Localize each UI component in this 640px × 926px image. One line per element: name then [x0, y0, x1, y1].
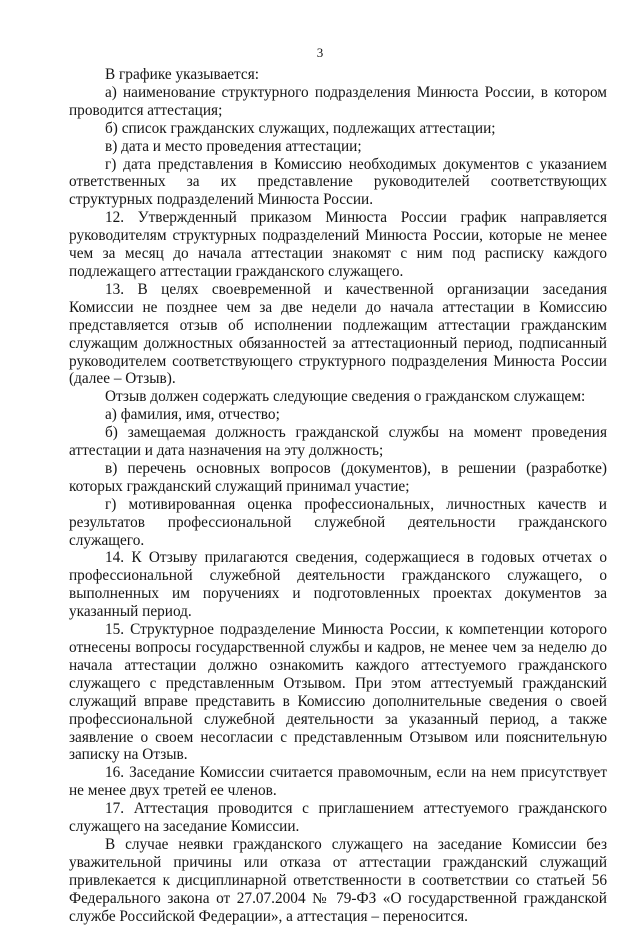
paragraph: в) перечень основных вопросов (документов), в решении (разработке) которых гражданский служащий принимал участие; [69, 459, 607, 495]
paragraph: Отзыв должен содержать следующие сведения о гражданском служащем: [105, 388, 586, 406]
paragraph: 15. Структурное подразделение Минюста России, к компетенции которого отнесены вопросы государственной службы и кадров, не менее чем за неделю до начала аттестации должно ознакомить каждого аттестуемого гражданского служащего с представленным Отзывом. При этом аттестуемый гражданский служащий вправе представить в Комиссию дополнительные сведения о своей профессиональной служебной деятельности за указанный период, а также заявление о своем несогласии с представленным Отзывом или пояснительную записку на Отзыв. [69, 621, 607, 764]
document-body [69, 66, 607, 926]
paragraph: В случае неявки гражданского служащего на заседание Комиссии без уважительной причины или отказа от аттестации гражданский служащий привлекается к дисциплинарной ответственности в соответствии со статьей 56 Федерального закона от 27.07.2004 № 79-ФЗ «О государственной гражданской службе Российской Федерации», а аттестация – переносится. [69, 835, 607, 925]
paragraph: 16. Заседание Комиссии считается правомочным, если на нем присутствует не менее двух третей ее членов. [69, 764, 607, 800]
paragraph: г) мотивированная оценка профессиональных, личностных качеств и результатов профессиональной служебной деятельности гражданского служащего. [69, 495, 607, 549]
paragraph: б) список гражданских служащих, подлежащих аттестации; [105, 119, 496, 137]
paragraph: 12. Утвержденный приказом Минюста России график направляется руководителям структурных подразделений Минюста России, которые не менее чем за месяц до начала аттестации знакомят с ним под расписку каждого подлежащего аттестации гражданского служащего. [69, 209, 607, 280]
paragraph: а) наименование структурного подразделения Минюста России, в котором проводится аттестация; [69, 83, 607, 119]
paragraph: б) замещаемая должность гражданской службы на момент проведения аттестации и дата назначения на эту должность; [69, 424, 607, 460]
paragraph: В графике указывается: [105, 66, 260, 83]
paragraph: г) дата представления в Комиссию необходимых документов с указанием ответственных за их представление руководителей соответствующих структурных подразделений Минюста России. [69, 155, 607, 209]
paragraph: 14. К Отзыву прилагаются сведения, содержащиеся в годовых отчетах о профессиональной служебной деятельности гражданского служащего, о выполненных им поручениях и подготовленных проектах документов за указанный период. [69, 549, 607, 621]
paragraph: 17. Аттестация проводится с приглашением аттестуемого гражданского служащего на заседание Комиссии. [69, 800, 607, 836]
page-number: 3 [316, 45, 324, 60]
paragraph: а) фамилия, имя, отчество; [105, 406, 280, 424]
paragraph: 13. В целях своевременной и качественной организации заседания Комиссии не позднее чем за две недели до начала аттестации в Комиссию представляется отзыв об исполнении подлежащим аттестации гражданским служащим должностных обязанностей за аттестационный период, подписанный руководителем соответствующего структурного подразделения Минюста России (далее – Отзыв). [69, 280, 607, 388]
paragraph: в) дата и место проведения аттестации; [105, 137, 362, 155]
